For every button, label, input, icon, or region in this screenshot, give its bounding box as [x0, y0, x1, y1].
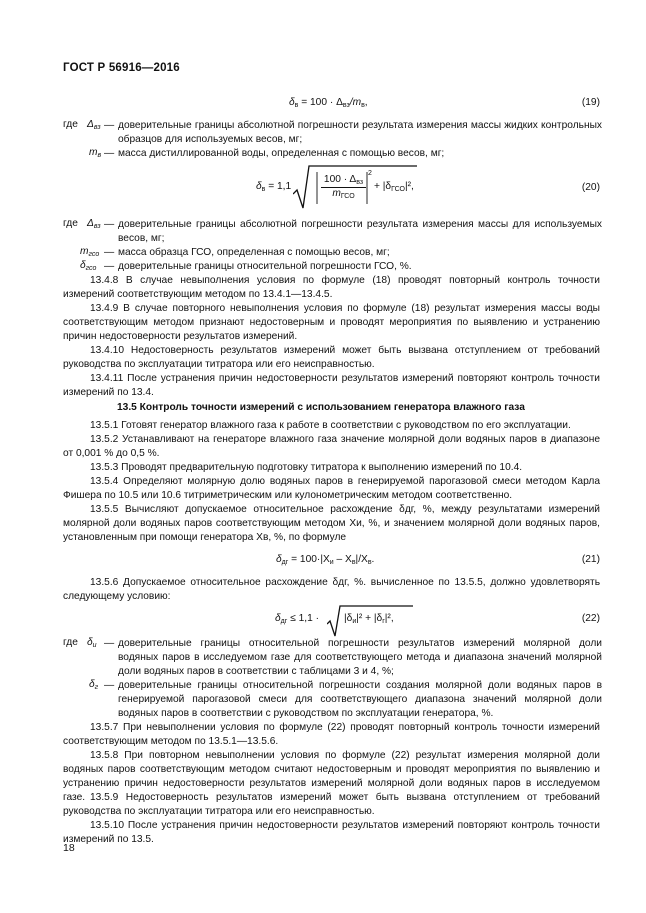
def-symbol: $\Delta_{вз}$ — [87, 119, 101, 131]
def-dash: — — [104, 638, 115, 649]
def-text: масса дистиллированной воды, определенная с помощью весов, мг; — [118, 148, 445, 159]
equation-22-number: (22) — [581, 613, 600, 624]
section-heading-13-5: 13.5 Контроль точности измерений с использованием генератора влажного газа — [117, 402, 525, 413]
paragraph-13-5-2: 13.5.2 Устанавливают на генераторе влажного газа значение молярной доли водяных паров в диапазоне от 0,001 % до 0,5 %. — [63, 434, 600, 459]
paragraph-13-4-8: 13.4.8 В случае невыполнения условия по формуле (18) проводят повторный контроль точности измерений соответствующим методом по 13.4.1—13.4.5. — [63, 275, 600, 300]
def-text: доверительные границы относительной погрешности ГСО, %. — [118, 261, 412, 272]
where-label: где — [63, 637, 78, 648]
paragraph-13-5-1: 13.5.1 Готовят генератор влажного газа к работе в соответствии с руководством по его эксплуатации. — [90, 420, 571, 431]
def-symbol: $m_{гсо}$ — [80, 246, 100, 258]
def-symbol: $\delta_г$ — [89, 679, 99, 691]
where-label: где — [63, 218, 78, 229]
equation-22: $\delta_{дг} \le 1,1$ · $|\delta_и|^2 + |\delta_г|^2$, — [275, 604, 475, 638]
paragraph-13-5-9: 13.5.9 Недостоверность результатов измерений может быть вызвана отступлением от требований руководства по эксплуатации титратора или его неисправностью. — [63, 792, 600, 817]
document-header: ГОСТ Р 56916—2016 — [63, 62, 180, 74]
where-label: где — [63, 119, 78, 130]
def-dash: — — [104, 680, 115, 691]
paragraph-13-5-8: 13.5.8 При повторном невыполнении условия по формуле (22) результат измерения молярной доли водяных паров соответствующим методом считают недостоверным и проводят мероприятия по выявлению и устранению причин недостоверности результатов измерений молярной доли водяных паров в исследуемом газе. — [63, 750, 600, 803]
def-dash: — — [104, 148, 115, 159]
equation-21-number: (21) — [581, 554, 600, 565]
paragraph-13-4-9: 13.4.9 В случае повторного невыполнения условия по формуле (18) результат измерения массы воды соответствующим методом признают недостоверным и проводят мероприятия по выявлению и устранению причин недостоверности результатов измерений. — [63, 303, 600, 342]
paragraph-13-5-7: 13.5.7 При невыполнении условия по формуле (22) проводят повторный контроль точности измерений соответствующим методом по 13.5.1—13.5.6. — [63, 722, 600, 747]
paragraph-13-4-11: 13.4.11 После устранения причин недостоверности результатов измерений повторяют контроль точности измерений по 13.4. — [63, 373, 600, 398]
def-text: доверительные границы абсолютной погрешности результата измерения массы для используемых весов, мг; — [118, 219, 602, 244]
def-symbol: $\Delta_{вз}$ — [87, 218, 101, 230]
equation-19-number: (19) — [581, 97, 600, 108]
def-symbol: $m_в$ — [89, 147, 102, 159]
def-dash: — — [104, 120, 115, 131]
paragraph-13-5-3: 13.5.3 Проводят предварительную подготовку титратора к выполнению измерений по 10.4. — [90, 462, 523, 473]
equation-21: $\delta_{дг} = 100\cdot|X_и - X_в|/X_в$. — [276, 554, 375, 566]
equation-20: $\delta_в = 1,1$ $100 \cdot \Delta_{вз}$ $m_{ГСО}$ 2 + $|\delta_{ГСО}|^2$, — [256, 164, 416, 212]
def-dash: — — [104, 261, 115, 272]
def-text: доверительные границы относительной погрешности создания молярной доли водяных паров в генерируемой парогазовой смеси для соответствующего диапазона значений молярной доли водяных паров в соответствии с руководством по эксплуатации генератора, %. — [118, 680, 602, 719]
equation-20-number: (20) — [581, 182, 600, 193]
def-text: доверительные границы относительной погрешности результатов измерений молярной доли водяных паров в исследуемом газе для соответствующего метода и диапазона значений молярной доли водяных паров в соответствии с таблицами 3 и 4, %; — [118, 638, 602, 677]
paragraph-13-5-5: 13.5.5 Вычисляют допускаемое относительное расхождение δдг, %, между результатами измерений молярной доли водяных паров соответствующим методом Xи, %, и значением молярной доли водяных паров, установленным при помощи генератора Xв, %, по формуле — [63, 504, 600, 543]
def-text: масса образца ГСО, определенная с помощью весов, мг; — [118, 247, 390, 258]
def-symbol: $\delta_{гсо}$ — [80, 260, 97, 272]
page-number: 18 — [63, 842, 75, 854]
paragraph-13-5-4: 13.5.4 Определяют молярную долю водяных паров в генерируемой парогазовой смеси методом Карла Фишера по 10.5 или 10.6 титриметрическим или кулонометрическим методом соответственно. — [63, 476, 600, 501]
def-dash: — — [104, 219, 115, 230]
paragraph-13-5-10: 13.5.10 После устранения причин недостоверности результатов измерений повторяют контроль точности измерений по 13.5. — [63, 820, 600, 845]
def-text: доверительные границы абсолютной погрешности результата измерения массы жидких контрольных образцов для используемых весов, мг; — [118, 120, 602, 145]
equation-19: $\delta_в = 100 \cdot \Delta_{вз}/m_в$, — [289, 97, 368, 109]
paragraph-13-4-10: 13.4.10 Недостоверность результатов измерений может быть вызвана отступлением от требований руководства по эксплуатации титратора или его неисправностью. — [63, 345, 600, 370]
paragraph-13-5-6: 13.5.6 Допускаемое относительное расхождение δдг, %. вычисленное по 13.5.5, должно удовлетворять следующему условию: — [63, 577, 600, 602]
def-symbol: $\delta_и$ — [87, 637, 97, 649]
def-dash: — — [104, 247, 115, 258]
